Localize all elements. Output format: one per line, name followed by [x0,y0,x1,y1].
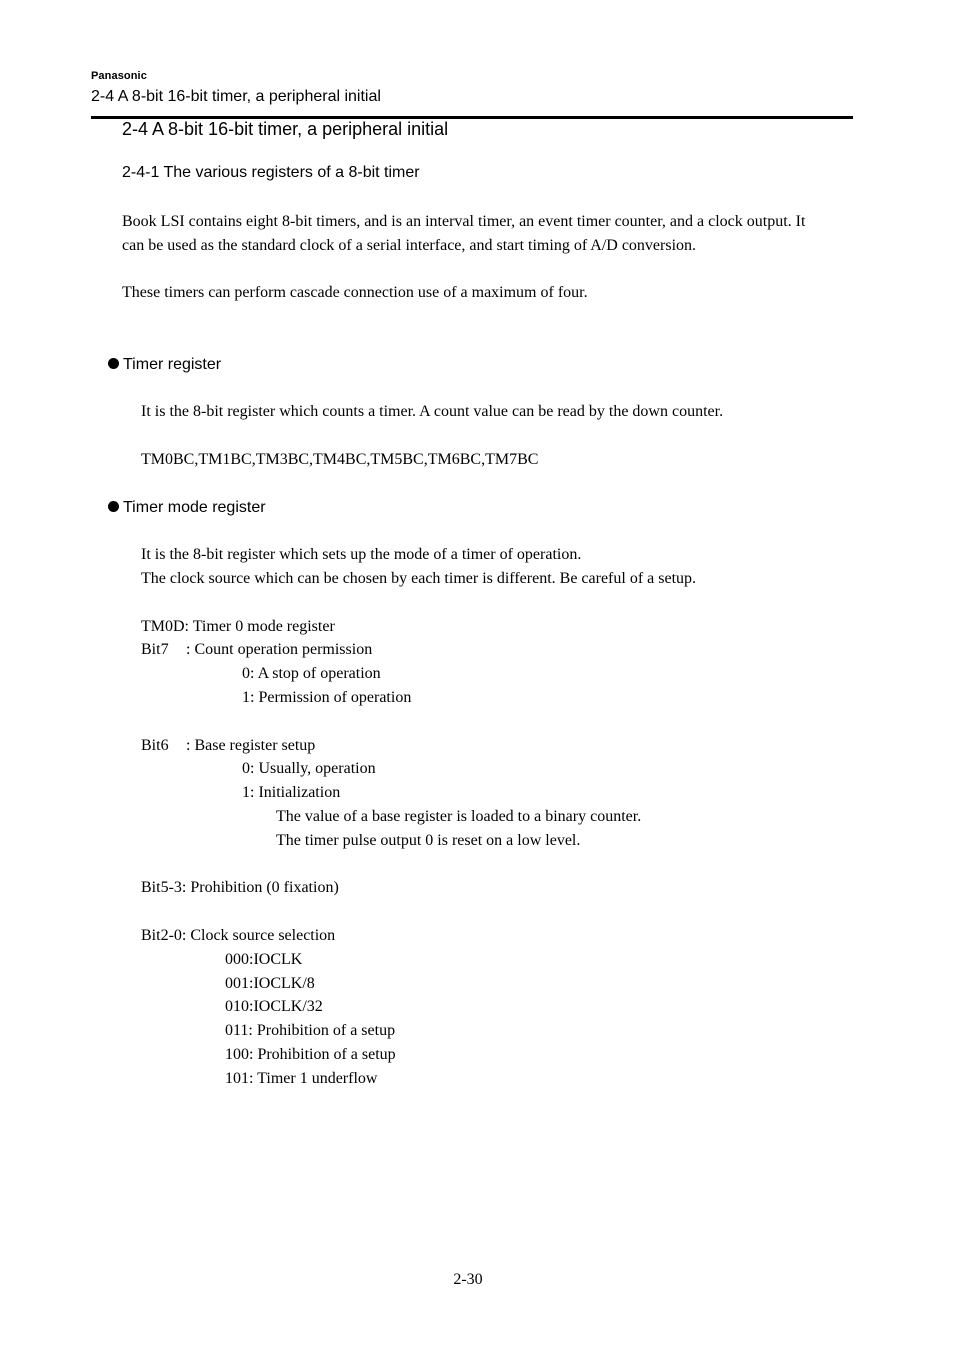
clock-option: 100: Prohibition of a setup [225,1046,396,1063]
bit7-opt-0: 0: A stop of operation [242,665,381,682]
intro-line-2: can be used as the standard clock of a serial interface, and start timing of A/D conversion. [122,237,697,254]
bit6-desc: : Base register setup [186,737,316,754]
bullet-icon [108,501,119,512]
timer-register-desc: It is the 8-bit register which counts a timer. A count value can be read by the down counter. [141,403,724,420]
timer-register-heading [108,356,221,374]
bit6-opt-1: 1: Initialization [242,784,341,801]
bit6-note-1: The value of a base register is loaded to a binary counter. [276,808,642,825]
clock-option: 010:IOCLK/32 [225,998,323,1015]
bit5-3-desc: Bit5-3: Prohibition (0 fixation) [141,879,339,896]
intro-line-3: These timers can perform cascade connection use of a maximum of four. [122,284,588,301]
timer-register-list: TM0BC,TM1BC,TM3BC,TM4BC,TM5BC,TM6BC,TM7BC [141,451,539,468]
clock-option: 101: Timer 1 underflow [225,1070,378,1087]
bit7-desc: : Count operation permission [186,641,373,658]
bullet-icon [108,358,119,369]
timer-mode-desc-2: The clock source which can be chosen by each timer is different. Be careful of a setup. [141,570,697,587]
bit7-label: Bit7 [141,641,169,658]
bit6-opt-0: 0: Usually, operation [242,760,376,777]
running-header: 2-4 A 8-bit 16-bit timer, a peripheral initial [91,88,381,105]
clock-option: 000:IOCLK [225,951,303,968]
timer-mode-heading-text: Timer mode register [123,499,266,516]
clock-option: 001:IOCLK/8 [225,975,315,992]
brand-logo: Panasonic [91,70,147,82]
timer-mode-heading [108,499,266,517]
page-number: 2-30 [453,1271,483,1288]
tm0d-name: TM0D: Timer 0 mode register [141,618,335,635]
clock-option: 011: Prohibition of a setup [225,1022,396,1039]
section-title: 2-4 A 8-bit 16-bit timer, a peripheral initial [122,119,449,139]
bit2-0-desc: Bit2-0: Clock source selection [141,927,336,944]
bit7-opt-1: 1: Permission of operation [242,689,412,706]
intro-line-1: Book LSI contains eight 8-bit timers, and is an interval timer, an event timer counter, and a clock output. It [122,213,806,230]
subsection-title: 2-4-1 The various registers of a 8-bit timer [122,164,420,181]
bit6-note-2: The timer pulse output 0 is reset on a low level. [276,832,581,849]
timer-register-heading-text: Timer register [123,356,222,373]
bit6-label: Bit6 [141,737,169,754]
timer-mode-desc-1: It is the 8-bit register which sets up the mode of a timer of operation. [141,546,582,563]
